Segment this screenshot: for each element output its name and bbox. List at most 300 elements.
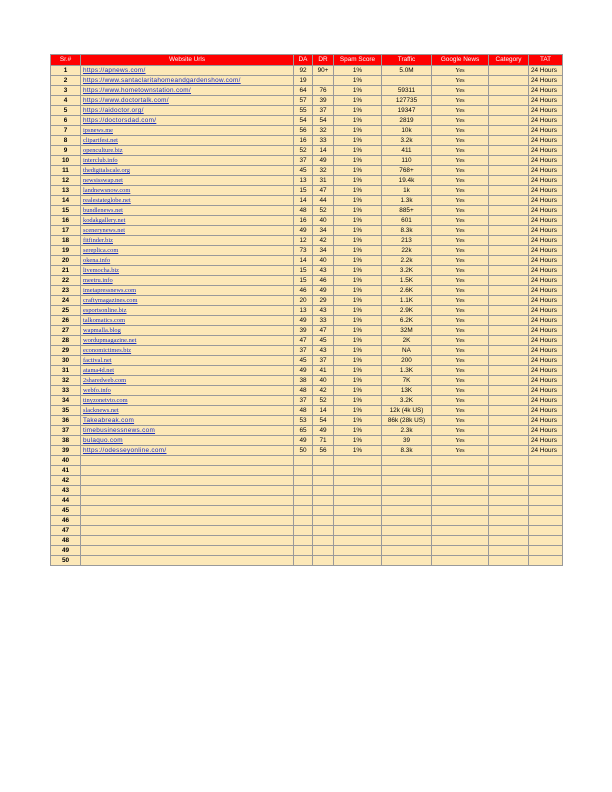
dr-value: 41 xyxy=(313,366,334,376)
spam-score-value xyxy=(334,456,382,466)
website-url-link[interactable]: https://www.santaclaritahomeandgardenshow.com/ xyxy=(81,76,294,86)
traffic-value xyxy=(382,76,432,86)
website-url-link xyxy=(81,496,294,506)
row-number: 23 xyxy=(51,286,81,296)
google-news-value: Yes xyxy=(432,306,489,316)
row-number: 17 xyxy=(51,226,81,236)
tat-value xyxy=(529,496,563,506)
row-number: 19 xyxy=(51,246,81,256)
website-url-link[interactable]: talkomatics.com xyxy=(81,316,294,326)
row-number: 25 xyxy=(51,306,81,316)
tat-value: 24 Hours xyxy=(529,286,563,296)
spam-score-value: 1% xyxy=(334,446,382,456)
google-news-value: Yes xyxy=(432,116,489,126)
da-value: 37 xyxy=(294,396,313,406)
category-value xyxy=(489,76,529,86)
da-value: 48 xyxy=(294,386,313,396)
table-row xyxy=(51,426,563,436)
traffic-value xyxy=(382,516,432,526)
website-url-link[interactable]: craftymagazines.com xyxy=(81,296,294,306)
website-url-link[interactable]: https://www.doctortalk.com/ xyxy=(81,96,294,106)
spam-score-value: 1% xyxy=(334,316,382,326)
google-news-value: Yes xyxy=(432,376,489,386)
website-url-link[interactable]: imetapressnews.com xyxy=(81,286,294,296)
category-value xyxy=(489,426,529,436)
table-row xyxy=(51,306,563,316)
tat-value: 24 Hours xyxy=(529,186,563,196)
dr-value: 49 xyxy=(313,426,334,436)
website-url-link[interactable]: https://doctorsdad.com/ xyxy=(81,116,294,126)
header-google-news: Google News xyxy=(432,55,489,66)
dr-value: 47 xyxy=(313,326,334,336)
table-row xyxy=(51,406,563,416)
dr-value: 44 xyxy=(313,196,334,206)
table-row xyxy=(51,136,563,146)
tat-value: 24 Hours xyxy=(529,216,563,226)
website-url-link[interactable]: scenerynews.net xyxy=(81,226,294,236)
header-row xyxy=(51,55,563,66)
table-row xyxy=(51,176,563,186)
row-number: 7 xyxy=(51,126,81,136)
table-row xyxy=(51,166,563,176)
google-news-value: Yes xyxy=(432,386,489,396)
table-row xyxy=(51,186,563,196)
category-value xyxy=(489,546,529,556)
spam-score-value: 1% xyxy=(334,386,382,396)
category-value xyxy=(489,286,529,296)
traffic-value: 59311 xyxy=(382,86,432,96)
dr-value: 90+ xyxy=(313,66,334,76)
dr-value: 56 xyxy=(313,446,334,456)
row-number: 14 xyxy=(51,196,81,206)
dr-value: 46 xyxy=(313,276,334,286)
tat-value xyxy=(529,556,563,566)
spam-score-value: 1% xyxy=(334,196,382,206)
traffic-value: 1.1K xyxy=(382,296,432,306)
spam-score-value xyxy=(334,486,382,496)
category-value xyxy=(489,476,529,486)
table-row xyxy=(51,446,563,456)
row-number: 47 xyxy=(51,526,81,536)
tat-value: 24 Hours xyxy=(529,296,563,306)
header-traffic: Traffic xyxy=(382,55,432,66)
google-news-value: Yes xyxy=(432,106,489,116)
traffic-value xyxy=(382,546,432,556)
table-row xyxy=(51,206,563,216)
dr-value xyxy=(313,516,334,526)
google-news-value: Yes xyxy=(432,176,489,186)
category-value xyxy=(489,126,529,136)
table-row xyxy=(51,316,563,326)
website-url-link[interactable]: webfo.info xyxy=(81,386,294,396)
da-value: 37 xyxy=(294,156,313,166)
tat-value: 24 Hours xyxy=(529,196,563,206)
category-value xyxy=(489,536,529,546)
spam-score-value: 1% xyxy=(334,206,382,216)
tat-value: 24 Hours xyxy=(529,156,563,166)
tat-value: 24 Hours xyxy=(529,426,563,436)
da-value xyxy=(294,526,313,536)
google-news-value: Yes xyxy=(432,236,489,246)
header-spam-score: Spam Score xyxy=(334,55,382,66)
table-row xyxy=(51,326,563,336)
spam-score-value: 1% xyxy=(334,136,382,146)
category-value xyxy=(489,326,529,336)
row-number: 13 xyxy=(51,186,81,196)
website-url-link[interactable]: ipsnews.me xyxy=(81,126,294,136)
website-url-link[interactable]: wordupmagazine.net xyxy=(81,336,294,346)
google-news-value: Yes xyxy=(432,326,489,336)
table-row xyxy=(51,66,563,76)
category-value xyxy=(489,506,529,516)
category-value xyxy=(489,276,529,286)
category-value xyxy=(489,396,529,406)
traffic-value: 13K xyxy=(382,386,432,396)
tat-value xyxy=(529,516,563,526)
tat-value: 24 Hours xyxy=(529,106,563,116)
google-news-value: Yes xyxy=(432,336,489,346)
google-news-value: Yes xyxy=(432,266,489,276)
google-news-value: Yes xyxy=(432,346,489,356)
traffic-value xyxy=(382,496,432,506)
row-number: 41 xyxy=(51,466,81,476)
da-value: 45 xyxy=(294,166,313,176)
google-news-value: Yes xyxy=(432,206,489,216)
spam-score-value: 1% xyxy=(334,236,382,246)
google-news-value: Yes xyxy=(432,366,489,376)
table-row xyxy=(51,346,563,356)
traffic-value: 39 xyxy=(382,436,432,446)
table-row xyxy=(51,196,563,206)
website-url-link[interactable]: Takeabreak.com xyxy=(81,416,294,426)
table-row xyxy=(51,226,563,236)
website-url-link[interactable]: factival.net xyxy=(81,356,294,366)
category-value xyxy=(489,306,529,316)
row-number: 26 xyxy=(51,316,81,326)
website-url-link[interactable]: slacknews.net xyxy=(81,406,294,416)
google-news-value xyxy=(432,516,489,526)
google-news-value: Yes xyxy=(432,216,489,226)
tat-value: 24 Hours xyxy=(529,396,563,406)
google-news-value: Yes xyxy=(432,316,489,326)
website-url-link[interactable]: https://odesseyonline.com/ xyxy=(81,446,294,456)
traffic-value xyxy=(382,486,432,496)
category-value xyxy=(489,346,529,356)
traffic-value: NA xyxy=(382,346,432,356)
row-number: 49 xyxy=(51,546,81,556)
website-url-link[interactable]: https://apnews.com/ xyxy=(81,66,294,76)
spam-score-value: 1% xyxy=(334,126,382,136)
da-value: 56 xyxy=(294,126,313,136)
website-url-link[interactable]: newsisswap.net xyxy=(81,176,294,186)
website-url-link[interactable]: interclub.info xyxy=(81,156,294,166)
tat-value: 24 Hours xyxy=(529,66,563,76)
traffic-value xyxy=(382,536,432,546)
spam-score-value: 1% xyxy=(334,96,382,106)
website-url-link[interactable]: realestateglobe.net xyxy=(81,196,294,206)
table-row xyxy=(51,386,563,396)
da-value: 45 xyxy=(294,356,313,366)
table-row xyxy=(51,86,563,96)
dr-value xyxy=(313,546,334,556)
dr-value: 43 xyxy=(313,266,334,276)
header-category: Category xyxy=(489,55,529,66)
tat-value xyxy=(529,506,563,516)
da-value: 49 xyxy=(294,366,313,376)
row-number: 40 xyxy=(51,456,81,466)
google-news-value: Yes xyxy=(432,66,489,76)
google-news-value: Yes xyxy=(432,446,489,456)
da-value xyxy=(294,556,313,566)
website-url-link[interactable]: clipartfest.net xyxy=(81,136,294,146)
category-value xyxy=(489,176,529,186)
table-row xyxy=(51,106,563,116)
da-value: 48 xyxy=(294,206,313,216)
row-number: 2 xyxy=(51,76,81,86)
spam-score-value: 1% xyxy=(334,176,382,186)
spam-score-value: 1% xyxy=(334,326,382,336)
website-url-link[interactable]: meetru.info xyxy=(81,276,294,286)
da-value: 55 xyxy=(294,106,313,116)
dr-value xyxy=(313,456,334,466)
row-number: 44 xyxy=(51,496,81,506)
website-url-link[interactable]: sereplica.com xyxy=(81,246,294,256)
traffic-value: 411 xyxy=(382,146,432,156)
dr-value xyxy=(313,466,334,476)
category-value xyxy=(489,466,529,476)
website-url-link[interactable]: bundlenews.net xyxy=(81,206,294,216)
row-number: 3 xyxy=(51,86,81,96)
spam-score-value: 1% xyxy=(334,406,382,416)
row-number: 9 xyxy=(51,146,81,156)
header-dr: DR xyxy=(313,55,334,66)
website-url-link[interactable]: atama4d.net xyxy=(81,366,294,376)
da-value: 15 xyxy=(294,276,313,286)
spam-score-value xyxy=(334,556,382,566)
traffic-value: 1.5K xyxy=(382,276,432,286)
dr-value xyxy=(313,556,334,566)
dr-value xyxy=(313,506,334,516)
category-value xyxy=(489,416,529,426)
tat-value: 24 Hours xyxy=(529,326,563,336)
traffic-value: 19.4k xyxy=(382,176,432,186)
dr-value: 43 xyxy=(313,306,334,316)
tat-value: 24 Hours xyxy=(529,96,563,106)
dr-value: 45 xyxy=(313,336,334,346)
da-value: 20 xyxy=(294,296,313,306)
category-value xyxy=(489,556,529,566)
da-value: 46 xyxy=(294,286,313,296)
row-number: 12 xyxy=(51,176,81,186)
traffic-value: 213 xyxy=(382,236,432,246)
traffic-value: 1.3k xyxy=(382,196,432,206)
spam-score-value: 1% xyxy=(334,266,382,276)
tat-value: 24 Hours xyxy=(529,256,563,266)
dr-value xyxy=(313,496,334,506)
da-value: 50 xyxy=(294,446,313,456)
website-url-link[interactable]: esportsonline.biz xyxy=(81,306,294,316)
da-value: 19 xyxy=(294,76,313,86)
website-url-link[interactable]: fitfinder.biz xyxy=(81,236,294,246)
da-value: 53 xyxy=(294,416,313,426)
tat-value xyxy=(529,486,563,496)
dr-value: 40 xyxy=(313,216,334,226)
traffic-value: 3.2K xyxy=(382,396,432,406)
da-value xyxy=(294,456,313,466)
website-url-link[interactable]: landnewsnow.com xyxy=(81,186,294,196)
dr-value xyxy=(313,476,334,486)
category-value xyxy=(489,316,529,326)
google-news-value: Yes xyxy=(432,96,489,106)
table-row xyxy=(51,296,563,306)
spam-score-value: 1% xyxy=(334,256,382,266)
traffic-value: 2.6K xyxy=(382,286,432,296)
tat-value: 24 Hours xyxy=(529,446,563,456)
category-value xyxy=(489,406,529,416)
tat-value: 24 Hours xyxy=(529,176,563,186)
website-url-link[interactable]: bulaquo.com xyxy=(81,436,294,446)
da-value: 52 xyxy=(294,146,313,156)
website-url-link[interactable]: thedigitalscale.org xyxy=(81,166,294,176)
spam-score-value: 1% xyxy=(334,246,382,256)
tat-value: 24 Hours xyxy=(529,166,563,176)
row-number: 8 xyxy=(51,136,81,146)
row-number: 11 xyxy=(51,166,81,176)
da-value xyxy=(294,546,313,556)
traffic-value: 885+ xyxy=(382,206,432,216)
website-url-link[interactable]: okena.info xyxy=(81,256,294,266)
traffic-value: 86k (28k US) xyxy=(382,416,432,426)
tat-value: 24 Hours xyxy=(529,276,563,286)
website-url-link xyxy=(81,536,294,546)
dr-value: 32 xyxy=(313,126,334,136)
da-value xyxy=(294,516,313,526)
row-number: 35 xyxy=(51,406,81,416)
row-number: 29 xyxy=(51,346,81,356)
row-number: 30 xyxy=(51,356,81,366)
spam-score-value: 1% xyxy=(334,216,382,226)
header-website-urls: Website Urls xyxy=(81,55,294,66)
spam-score-value xyxy=(334,546,382,556)
website-url-link[interactable]: openculture.biz xyxy=(81,146,294,156)
table-row xyxy=(51,396,563,406)
dr-value: 54 xyxy=(313,116,334,126)
da-value: 48 xyxy=(294,406,313,416)
website-url-link xyxy=(81,556,294,566)
category-value xyxy=(489,386,529,396)
da-value: 13 xyxy=(294,306,313,316)
traffic-value: 3.2K xyxy=(382,266,432,276)
spam-score-value xyxy=(334,536,382,546)
website-url-link[interactable]: https://aidoctor.org/ xyxy=(81,106,294,116)
website-url-link[interactable]: kodakgallery.net xyxy=(81,216,294,226)
google-news-value xyxy=(432,526,489,536)
row-number: 22 xyxy=(51,276,81,286)
google-news-value: Yes xyxy=(432,356,489,366)
website-url-link[interactable]: tinyzonetvto.com xyxy=(81,396,294,406)
dr-value: 49 xyxy=(313,156,334,166)
category-value xyxy=(489,196,529,206)
traffic-value: 5.0M xyxy=(382,66,432,76)
traffic-value: 200 xyxy=(382,356,432,366)
spam-score-value: 1% xyxy=(334,76,382,86)
google-news-value: Yes xyxy=(432,146,489,156)
traffic-value: 19347 xyxy=(382,106,432,116)
table-row xyxy=(51,246,563,256)
da-value xyxy=(294,486,313,496)
tat-value: 24 Hours xyxy=(529,386,563,396)
spam-score-value: 1% xyxy=(334,346,382,356)
category-value xyxy=(489,526,529,536)
table-row xyxy=(51,456,563,466)
spam-score-value: 1% xyxy=(334,296,382,306)
category-value xyxy=(489,106,529,116)
website-url-link[interactable]: https://www.hometownstation.com/ xyxy=(81,86,294,96)
row-number: 16 xyxy=(51,216,81,226)
table-row xyxy=(51,556,563,566)
tat-value: 24 Hours xyxy=(529,366,563,376)
traffic-value: 2819 xyxy=(382,116,432,126)
dr-value: 29 xyxy=(313,296,334,306)
spam-score-value: 1% xyxy=(334,356,382,366)
row-number: 34 xyxy=(51,396,81,406)
dr-value: 14 xyxy=(313,146,334,156)
row-number: 6 xyxy=(51,116,81,126)
website-url-link[interactable]: economictimes.biz xyxy=(81,346,294,356)
tat-value: 24 Hours xyxy=(529,146,563,156)
category-value xyxy=(489,216,529,226)
tat-value xyxy=(529,466,563,476)
table-row xyxy=(51,286,563,296)
website-url-link xyxy=(81,486,294,496)
dr-value: 14 xyxy=(313,406,334,416)
traffic-value: 32M xyxy=(382,326,432,336)
website-url-link[interactable]: timebusinessnews.com xyxy=(81,426,294,436)
spam-score-value: 1% xyxy=(334,416,382,426)
da-value: 13 xyxy=(294,176,313,186)
category-value xyxy=(489,206,529,216)
website-url-link[interactable]: 2sharedweb.com xyxy=(81,376,294,386)
website-url-link[interactable]: wapmalla.blog xyxy=(81,326,294,336)
traffic-value: 6.2K xyxy=(382,316,432,326)
category-value xyxy=(489,66,529,76)
tat-value: 24 Hours xyxy=(529,376,563,386)
row-number: 4 xyxy=(51,96,81,106)
table-row xyxy=(51,516,563,526)
table-row xyxy=(51,146,563,156)
spam-score-value: 1% xyxy=(334,156,382,166)
google-news-value xyxy=(432,506,489,516)
table-row xyxy=(51,96,563,106)
google-news-value: Yes xyxy=(432,286,489,296)
table-row xyxy=(51,256,563,266)
row-number: 28 xyxy=(51,336,81,346)
google-news-value: Yes xyxy=(432,436,489,446)
row-number: 36 xyxy=(51,416,81,426)
tat-value xyxy=(529,456,563,466)
tat-value: 24 Hours xyxy=(529,266,563,276)
row-number: 45 xyxy=(51,506,81,516)
website-url-link[interactable]: livemocha.biz xyxy=(81,266,294,276)
tat-value xyxy=(529,546,563,556)
category-value xyxy=(489,246,529,256)
dr-value: 42 xyxy=(313,236,334,246)
dr-value: 49 xyxy=(313,286,334,296)
row-number: 27 xyxy=(51,326,81,336)
traffic-value: 3.2k xyxy=(382,136,432,146)
header-sr: Sr.# xyxy=(51,55,81,66)
table-row xyxy=(51,526,563,536)
